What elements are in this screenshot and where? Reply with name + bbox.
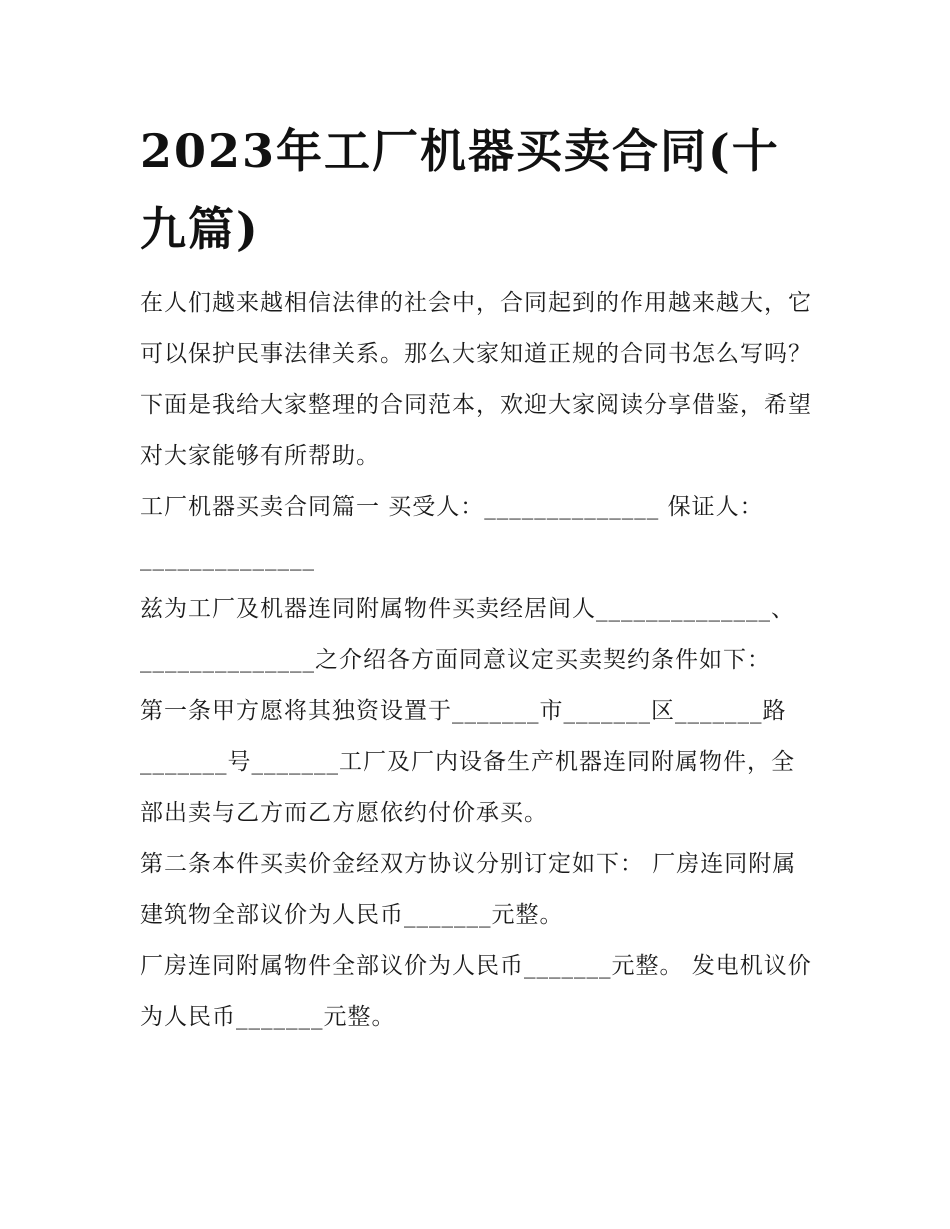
article-one-paragraph: 第一条甲方愿将其独资设置于_______市_______区_______路_______号_______工厂及厂内设备生产机器连同附属物件，全部出卖与乙方而乙方愿依约付价承买。 <box>140 698 795 826</box>
document-body <box>140 278 812 1043</box>
price-paragraph: 厂房连同附属物件全部议价为人民币_______元整。 发电机议价为人民币_______元整。 <box>140 953 812 1030</box>
document-title: 2023年工厂机器买卖合同(十九篇) <box>140 124 780 256</box>
intro-paragraph: 在人们越来越相信法律的社会中，合同起到的作用越来越大，它可以保护民事法律关系。那么大家知道正规的合同书怎么写吗？下面是我给大家整理的合同范本，欢迎大家阅读分享借鉴，希望对大家能够有所帮助。 <box>140 290 812 469</box>
broker-paragraph: 兹为工厂及机器连同附属物件买卖经居间人______________、______________之介绍各方面同意议定买卖契约条件如下： <box>140 596 795 673</box>
parties-paragraph: 工厂机器买卖合同篇一 买受人：______________ 保证人：______________ <box>140 494 764 571</box>
article-two-paragraph: 第二条本件买卖价金经双方协议分别订定如下： 厂房连同附属建筑物全部议价为人民币_______元整。 <box>140 851 797 928</box>
